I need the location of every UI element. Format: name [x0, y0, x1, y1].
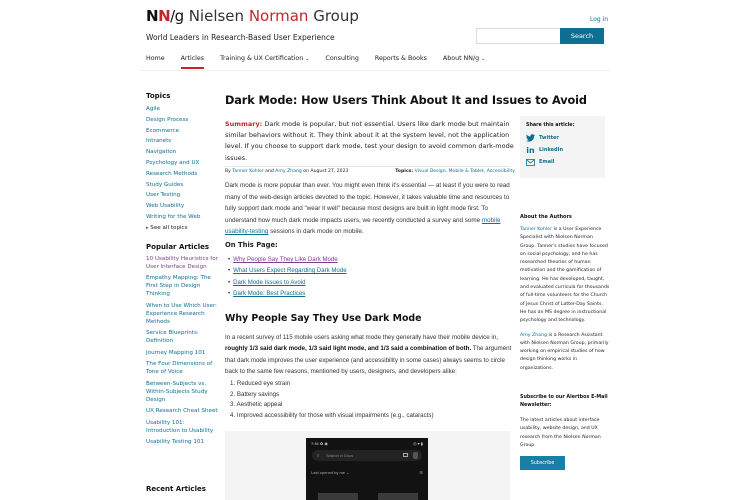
logo-mark — [146, 7, 184, 25]
nav-about[interactable] — [443, 55, 485, 67]
doc-thumbnail — [378, 493, 418, 500]
recent-articles-heading: Recent Articles — [146, 485, 206, 493]
nng-logo[interactable] — [146, 7, 359, 25]
toc-link[interactable]: Why People Say They Like Dark Mode — [233, 256, 338, 263]
nav-consulting[interactable] — [325, 55, 358, 67]
brand-name-part: Norman — [248, 7, 309, 25]
logo-n1: N — [146, 7, 159, 25]
authors-heading: About the Authors — [520, 214, 572, 220]
on-this-page-heading: On This Page: — [225, 241, 278, 249]
popular-article-link[interactable]: 10 Usability Heuristics for User Interface Design — [146, 255, 218, 270]
toc-item — [228, 254, 347, 265]
toc-link[interactable]: What Users Expect Regarding Dark Mode — [233, 267, 347, 275]
popular-articles-heading: Popular Articles — [146, 242, 210, 251]
nav-label: Home — [146, 55, 165, 62]
author-bio-link[interactable]: Tanner Kohler — [520, 227, 552, 232]
section-text: In a recent survey of 115 mobile users asking what mode they generally have their mobile device in, — [225, 334, 498, 341]
article-divider — [225, 166, 510, 167]
byline — [225, 169, 515, 174]
reason-item: 1. Reduced eye strain — [230, 380, 291, 387]
popular-article-link[interactable]: Journey Mapping 101 — [146, 349, 206, 356]
last-opened-label: Last opened by me ⌄ — [311, 470, 350, 475]
author-bio — [520, 332, 610, 373]
phone-search-placeholder: Search in Docs — [326, 453, 354, 458]
topic-link[interactable]: Study Guides — [146, 181, 184, 188]
bio-text: is a Research Assistant with Nielsen Norman Group, primarily working on empirical studies of how design thinking works in organizations. — [520, 332, 609, 371]
share-email[interactable] — [526, 156, 599, 168]
brand-name — [189, 7, 359, 25]
topic-link[interactable]: Research Methods — [146, 170, 198, 177]
share-linkedin[interactable] — [526, 144, 599, 156]
nav-label: Reports & Books — [374, 55, 427, 62]
popular-article-link[interactable]: Usability 101: Introduction to Usability — [146, 419, 214, 434]
publish-date: on August 27, 2023 — [301, 168, 349, 174]
popular-article-link[interactable]: Between-Subjects vs. Within-Subjects Study Design — [146, 380, 208, 403]
table-of-contents — [228, 254, 347, 299]
topic-link[interactable]: Intranets — [146, 138, 172, 145]
search-button[interactable]: Search — [560, 28, 604, 44]
share-box — [520, 116, 605, 178]
share-twitter[interactable] — [526, 132, 599, 144]
nav-label: Articles — [180, 55, 205, 62]
reason-item: 4. Improved accessibility for those with visual impairments (e.g., cataracts) — [230, 411, 434, 419]
usability-testing-link[interactable]: mobile usability-testing — [225, 216, 501, 236]
topics-label: Topics: — [395, 168, 414, 174]
section-paragraph — [225, 332, 517, 377]
nav-articles[interactable] — [181, 55, 204, 67]
see-all-label: See all topics — [150, 224, 188, 231]
intro-text: Dark mode is more popular than ever. You might even think it's essential — at least if you were to read many of the web-design articles devoted to the topic. However, it takes valuable time and resources to fully support dark mode and "wear it well" because most designs are built in light mode first. To understand how much dark mode impacts users, we recently conducted a survey and some — [225, 182, 510, 224]
newsletter-description: The latest articles about interface usability, website design, and UX research from the Nielsen Norman Group. — [520, 418, 601, 448]
topic-link[interactable]: Design Process — [146, 116, 189, 123]
topic-link[interactable]: Web Usability — [146, 203, 185, 210]
nav-reports-books[interactable] — [375, 55, 427, 67]
popular-article-link[interactable]: Service Blueprints: Definition — [146, 330, 199, 345]
chevron-down-icon: ⌄ — [481, 56, 486, 62]
toc-link[interactable]: Dark Mode: Best Practices — [233, 289, 306, 297]
author-link[interactable]: Amy Zhang — [275, 168, 302, 174]
phone-status-left — [311, 441, 328, 446]
newsletter-heading: Subscribe to our Alertbox E-Mail Newsletter: — [520, 395, 608, 409]
left-sidebar — [146, 92, 218, 449]
subscribe-button[interactable]: Subscribe — [520, 456, 565, 470]
toc-item — [228, 288, 347, 299]
author-bio — [520, 226, 610, 326]
author-info — [225, 169, 348, 174]
share-label: LinkedIn — [539, 147, 564, 153]
share-heading: Share this article: — [526, 123, 575, 128]
status-icons: ◎ ▾ ▮ — [413, 441, 423, 446]
chevron-down-icon: ⌄ — [305, 56, 310, 62]
search-input[interactable] — [476, 28, 560, 44]
toc-link[interactable]: Dark Mode Issues to Avoid — [233, 278, 306, 286]
menu-icon: ≡ — [317, 453, 320, 458]
intro-text-end: sessions in dark mode on mobile. — [268, 228, 364, 236]
topic-link[interactable]: Writing for the Web — [146, 213, 201, 220]
logo-n2: N — [158, 7, 171, 25]
section-heading: Why People Say They Use Dark Mode — [225, 313, 422, 324]
popular-article-link[interactable]: Usability Testing 101 — [146, 439, 205, 446]
main-nav — [146, 55, 501, 67]
reason-item: 3. Aesthetic appeal — [230, 401, 283, 408]
toc-item — [228, 277, 347, 288]
phone-search-bar — [312, 450, 422, 461]
share-label: Email — [539, 159, 555, 165]
topic-link[interactable]: Psychology and UX — [146, 159, 200, 166]
popular-article-link[interactable]: Empathy Mapping: The First Step in Design Thinking — [146, 275, 211, 298]
reasons-list — [230, 379, 434, 421]
login-link[interactable]: Log in — [590, 16, 609, 23]
topic-link[interactable]: Navigation — [146, 149, 177, 156]
folder-icon — [403, 453, 408, 457]
nav-training[interactable] — [220, 55, 309, 67]
section-text: The argument that dark mode improves the user experience (and accessibility in some cases) always seems to circle back to the same few reasons, mentioned by users, designers, and developers alike: — [225, 345, 512, 375]
author-link[interactable]: Tanner Kohler — [232, 168, 264, 174]
twitter-icon — [526, 134, 535, 142]
nav-label: About NN/g — [442, 55, 480, 62]
brand-name-part: Group — [308, 7, 359, 25]
phone-time: 7:46 — [311, 441, 319, 446]
avatar-icon — [413, 452, 418, 459]
article-topics — [395, 169, 515, 174]
topic-link[interactable]: User Testing — [146, 192, 181, 199]
toc-item — [228, 265, 347, 276]
nav-home[interactable] — [146, 55, 165, 67]
topic-tag-links[interactable]: Visual Design, Mobile & Tablet, Accessibility — [414, 168, 515, 174]
nav-divider — [140, 70, 610, 71]
topic-link[interactable]: Ecommerce — [146, 127, 180, 134]
status-icons: ✿ ◉ — [319, 441, 328, 446]
logo-slash-g: /g — [170, 7, 184, 25]
summary-label: Summary: — [225, 120, 263, 128]
about-authors — [520, 214, 610, 379]
see-all-topics-link[interactable] — [146, 223, 218, 234]
brand-name-part: Nielsen — [188, 7, 249, 25]
article-summary — [225, 119, 515, 164]
phone-status-bar — [311, 441, 423, 446]
linkedin-icon: in — [526, 145, 535, 155]
popular-article-link[interactable]: The Four Dimensions of Tone of Voice — [146, 361, 213, 376]
byline-and: and — [263, 168, 276, 174]
intro-paragraph — [225, 180, 515, 238]
doc-thumbnail — [318, 493, 358, 500]
topics-heading: Topics — [146, 92, 171, 100]
section-bold-text: roughly 1/3 said dark mode, 1/3 said light mode, and 1/3 said a combination of both. — [225, 345, 472, 353]
email-icon — [526, 158, 535, 166]
summary-text: Dark mode is popular, but not essential. Users like dark mode but maintain similar behaviors without it. They think about it at the system level, not the application level. If you choose to support dark mode, test your design to avoid common dark-mode issues. — [225, 120, 514, 162]
popular-article-link[interactable]: UX Research Cheat Sheet — [146, 408, 218, 415]
byline-by: By — [225, 168, 233, 174]
list-view-icon: ☰ — [419, 470, 423, 475]
nav-label: Consulting — [325, 55, 359, 62]
reason-item: 2. Battery savings — [230, 390, 280, 398]
share-label: Twitter — [539, 135, 559, 141]
nav-label: Training & UX Certification — [220, 55, 304, 62]
author-bio-link[interactable]: Amy Zhang — [520, 332, 548, 338]
topic-link[interactable]: Agile — [146, 106, 160, 112]
article-title: Dark Mode: How Users Think About It and Issues to Avoid — [225, 94, 587, 107]
bio-text: is a User Experience Specialist with Nielsen Norman Group. Tanner's studies have focused on social psychology, and he has researched theories of human motivation and the gamification of learning. He has developed, taught, and evaluated curricula for thousands of full-time volunteers for the Church of Jesus Christ of Latter-Day Saints. He has an MS degree in instructional psychology and technology. — [520, 227, 610, 324]
tagline: World Leaders in Research-Based User Experience — [146, 33, 335, 42]
popular-article-link[interactable]: When to Use Which User-Experience Research Methods — [146, 302, 217, 325]
caret-right-icon: ▸ — [146, 224, 149, 231]
dark-mode-phone-screenshot — [306, 438, 428, 500]
